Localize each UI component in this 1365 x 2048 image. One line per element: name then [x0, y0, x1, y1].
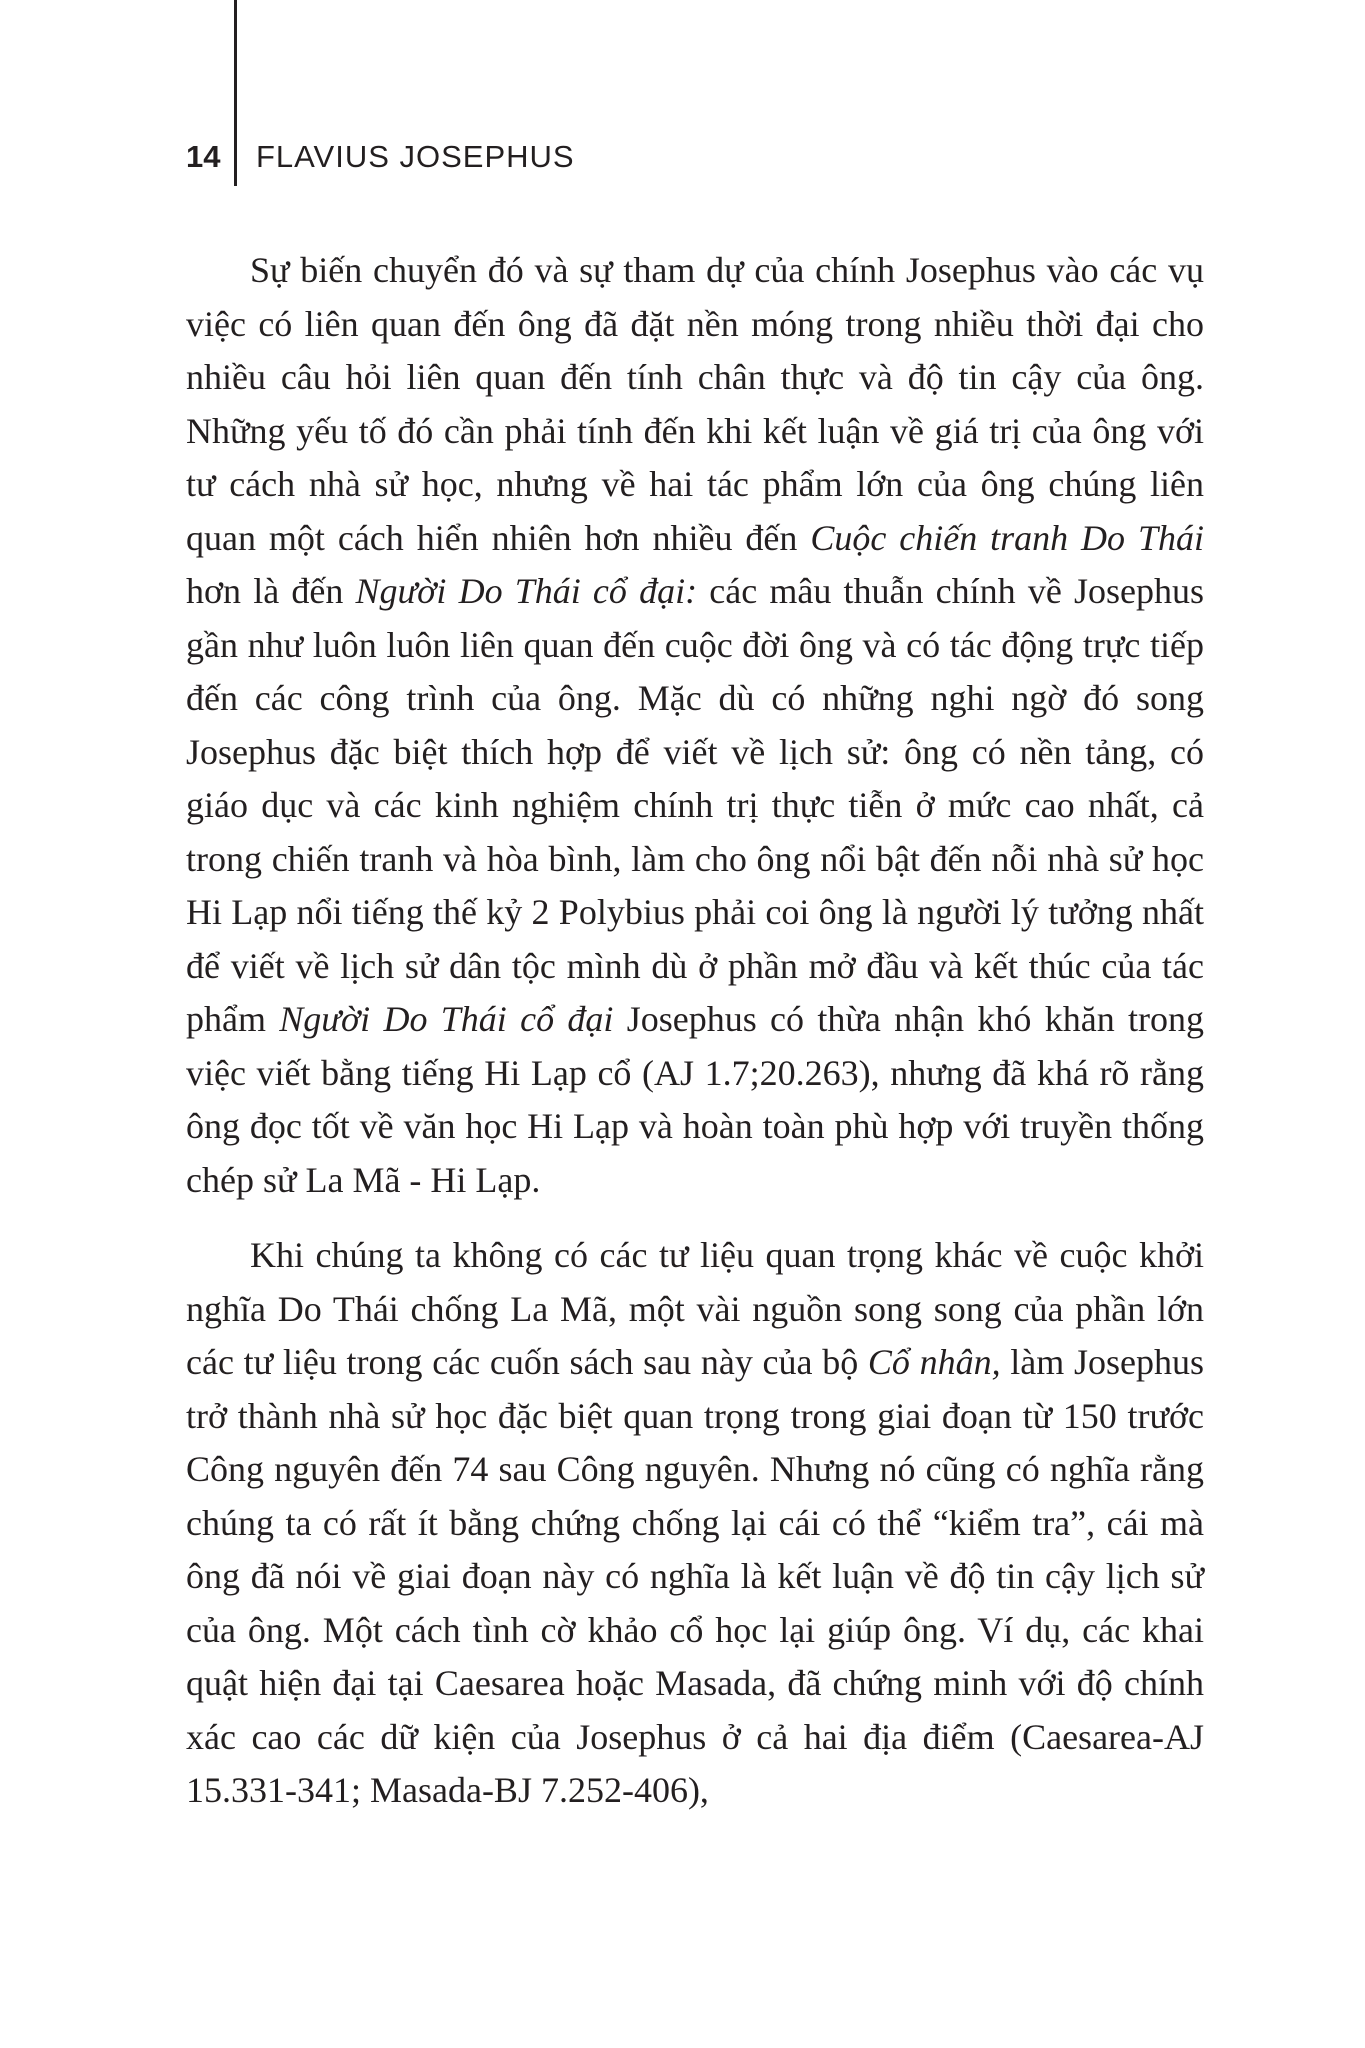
- paragraph-text: các mâu thuẫn chính về Josephus gần như luôn luôn liên quan đến cuộc đời ông và có tác động trực tiếp đến các công trình của ông. Mặc dù có những nghi ngờ đó song Josephus đặc biệt thích hợp để viết về lịch sử: ông có nền tảng, có giáo dục và các kinh nghiệm chính trị thực tiễn ở mức cao nhất, cả trong chiến tranh và hòa bình, làm cho ông nổi bật đến nỗi nhà sử học Hi Lạp nổi tiếng thế kỷ 2 Polybius phải coi ông là người lý tưởng nhất để viết về lịch sử dân tộc mình dù ở phần mở đầu và kết thúc của tác phẩm: [186, 571, 1205, 1039]
- page-number: 14: [186, 139, 221, 174]
- italic-work-title: Cổ nhân,: [867, 1342, 1001, 1382]
- italic-work-title: Cuộc chiến tranh Do Thái: [810, 517, 1205, 558]
- paragraph-text: Josephus có thừa nhận khó khăn trong việc viết bằng tiếng Hi Lạp cổ (AJ 1.7;20.263), nhưng đã khá rõ rằng ông đọc tốt về văn học Hi Lạp và hoàn toàn phù hợp với truyền thống chép sử La Mã - Hi Lạp.: [186, 999, 1204, 1200]
- paragraph-text: Sự biến chuyển đó và sự tham dự của chính Josephus vào các vụ việc có liên quan đến ông đã đặt nền móng trong nhiều thời đại cho nhiều câu hỏi liên quan đến tính chân thực và độ tin cậy của ông. Những yếu tố đó cần phải tính đến khi kết luận về giá trị của ông với tư cách nhà sử học, nhưng về hai tác phẩm lớn của ông chúng liên quan một cách hiển nhiên hơn nhiều đến: [186, 250, 1204, 558]
- body-paragraph: [186, 1229, 1204, 1818]
- paragraph-text: Khi chúng ta không có các tư liệu quan trọng khác về cuộc khởi nghĩa Do Thái chống La Mã, một vài nguồn song song của phần lớn các tư liệu trong các cuốn sách sau này của bộ: [186, 1235, 1204, 1382]
- body-paragraph: [186, 244, 1204, 1207]
- running-head: [0, 135, 1365, 179]
- body-text: [186, 244, 1204, 1818]
- italic-work-title: Người Do Thái cổ đại: [279, 999, 614, 1039]
- italic-work-title: Người Do Thái cổ đại:: [355, 571, 698, 611]
- paragraph-text: làm Josephus trở thành nhà sử học đặc biệt quan trọng trong giai đoạn từ 150 trước Công nguyên đến 74 sau Công nguyên. Nhưng nó cũng có nghĩa rằng chúng ta có rất ít bằng chứng chống lại cái có thể “kiểm tra”, cái mà ông đã nói về giai đoạn này có nghĩa là kết luận về độ tin cậy lịch sử của ông. Một cách tình cờ khảo cổ học lại giúp ông. Ví dụ, các khai quật hiện đại tại Caesarea hoặc Masada, đã chứng minh với độ chính xác cao các dữ kiện của Josephus ở cả hai địa điểm (Caesarea-AJ 15.331-341; Masada-BJ 7.252-406),: [186, 1342, 1204, 1810]
- running-title: FLAVIUS JOSEPHUS: [256, 139, 575, 174]
- paragraph-text: hơn là đến: [186, 571, 356, 611]
